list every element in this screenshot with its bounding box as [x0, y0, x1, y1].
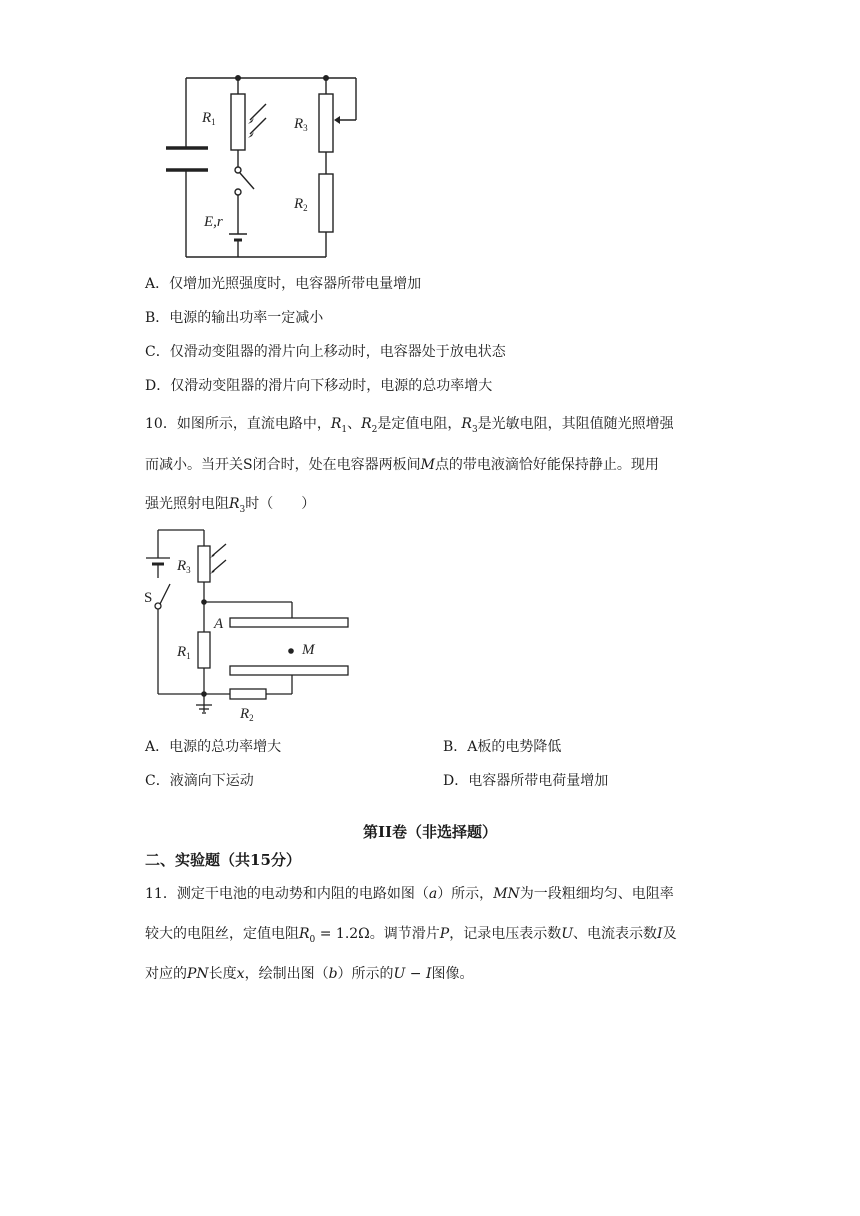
q10-option-c: C．液滴向下运动	[145, 773, 254, 789]
circuit-diagram-q10	[140, 520, 360, 725]
q10-stem-line2: 而减小。当开关S闭合时，处在电容器两板间M点的带电液滴恰好能保持静止。现用	[145, 457, 659, 473]
q10-stem-line1: 10．如图所示，直流电路中，$R_1$、$R_2$是定值电阻，$R_3$是光敏电阻，其阻值随光照增强	[145, 416, 674, 435]
q11-stem-line3: 对应的PN长度x，绘制出图（b）所示的U − I图像。	[145, 966, 474, 982]
part2-heading: 二、实验题（共15分）	[145, 851, 301, 869]
q9-option-c: C．仅滑动变阻器的滑片向上移动时，电容器处于放电状态	[145, 344, 506, 360]
r2-label-q10: $R_2$	[240, 706, 254, 723]
q10-stem-line3: 强光照射电阻$R_3$时（ ）	[145, 496, 316, 515]
r1-label-q10: $R_1$	[177, 644, 191, 661]
q10-option-a: A．电源的总功率增大	[145, 739, 282, 755]
q11-stem-line2: 较大的电阻丝，定值电阻$R_0 = 1.2\Omega$。调节滑片P，记录电压表示数U、电流表示数I及	[145, 926, 677, 945]
q10-option-d: D．电容器所带电荷量增加	[443, 773, 609, 789]
plate-a-label: A	[214, 616, 224, 632]
switch-label: S	[144, 590, 153, 606]
q9-option-b: B．电源的输出功率一定减小	[145, 310, 324, 326]
r1-label: $R_1$	[202, 110, 216, 127]
r3-label: $R_3$	[294, 116, 308, 133]
point-m-label: M	[302, 642, 315, 658]
q9-option-a: A．仅增加光照强度时，电容器所带电量增加	[145, 276, 422, 292]
r2-label: $R_2$	[294, 196, 308, 213]
r3-label-q10: $R_3$	[177, 558, 191, 575]
section-title: 第II卷（非选择题）	[362, 823, 498, 841]
circuit-diagram-q9	[150, 70, 380, 265]
source-label: E,r	[204, 214, 223, 230]
q10-option-b: B．A板的电势降低	[443, 739, 562, 755]
q11-stem-line1: 11．测定干电池的电动势和内阻的电路如图（a）所示，MN为一段粗细均匀、电阻率	[145, 886, 674, 902]
q9-option-d: D．仅滑动变阻器的滑片向下移动时，电源的总功率增大	[145, 378, 493, 394]
